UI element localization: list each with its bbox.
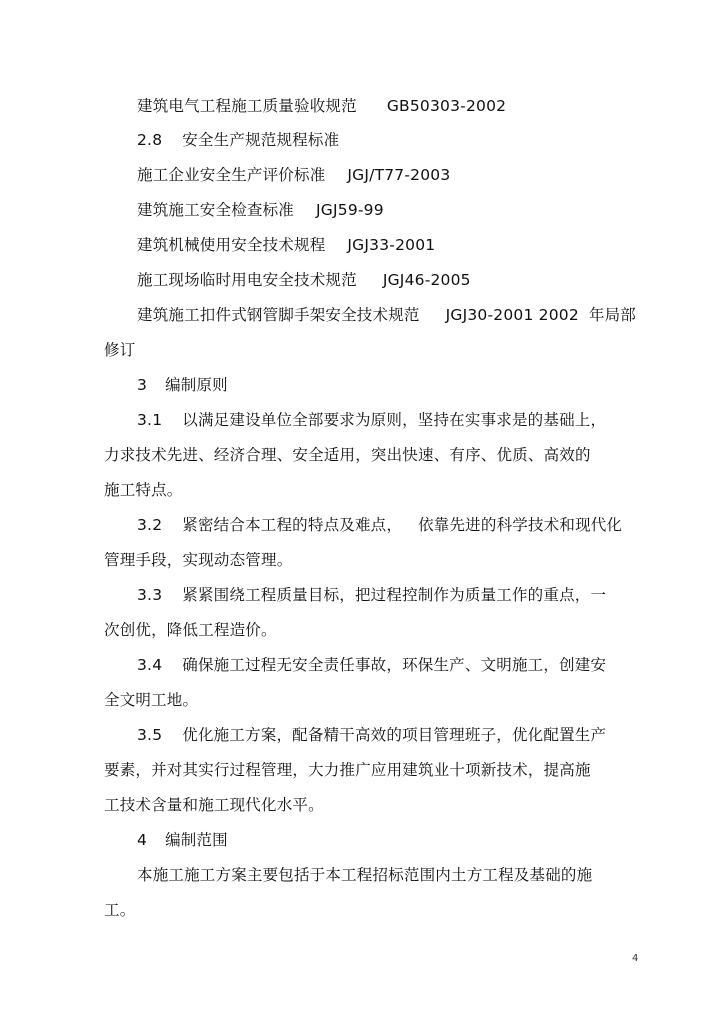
text-segment: 管理手段，实现动态管理。: [104, 551, 293, 569]
text-segment: 建筑机械使用安全技术规程: [137, 236, 326, 254]
text-segment: 工技术含量和施工现代化水平。: [104, 796, 324, 814]
text-segment: 施工特点。: [104, 481, 183, 499]
text-segment: JGJ/T77-2003: [347, 166, 451, 184]
text-line-4: [137, 200, 384, 220]
text-segment: 优化施工方案，配备精干高效的项目管理班子，优化配置生产: [182, 726, 607, 744]
text-line-17: [137, 655, 606, 675]
text-line-6: [137, 270, 471, 290]
text-segment: 本施工施工方案主要包括于本工程招标范围内土方工程及基础的施: [137, 866, 593, 884]
text-line-11: [104, 445, 591, 465]
item-number: 3.2: [137, 516, 163, 534]
text-line-10: [137, 410, 606, 430]
text-line-7: [137, 305, 636, 325]
text-line-21: [104, 795, 324, 815]
text-segment: 工。: [104, 901, 136, 919]
section-title: 编制原则: [165, 376, 228, 394]
item-number: 3.5: [137, 726, 163, 744]
item-number: 3.4: [137, 656, 163, 674]
text-segment: 依靠先进的科学技术和现代化: [418, 516, 623, 534]
text-line-3: [137, 165, 450, 185]
text-segment: 次创优，降低工程造价。: [104, 621, 277, 639]
text-line-20: [104, 760, 591, 780]
text-segment: JGJ30-2001 2002: [445, 306, 579, 324]
text-segment: 建筑施工扣件式钢管脚手架安全技术规范: [137, 306, 420, 324]
text-line-24: [104, 900, 135, 920]
text-segment: 年局部: [588, 306, 637, 324]
text-line-1: [137, 96, 506, 116]
text-line-16: [104, 620, 277, 640]
section-number: 4: [137, 831, 148, 849]
text-segment: GB50303-2002: [386, 97, 507, 115]
text-line-2: [137, 130, 339, 150]
item-number: 3.1: [137, 411, 163, 429]
section-heading-3: [137, 375, 228, 395]
text-line-14: [104, 550, 292, 570]
text-segment: 紧紧围绕工程质量目标，把过程控制作为质量工作的重点，一: [182, 586, 607, 604]
text-segment: 紧密结合本工程的特点及难点，: [182, 516, 403, 534]
text-line-15: [137, 585, 606, 605]
text-line-19: [137, 725, 606, 745]
text-line-23: [137, 865, 592, 885]
text-segment: JGJ33-2001: [347, 236, 436, 254]
section-number: 3: [137, 376, 148, 394]
text-segment: 建筑电气工程施工质量验收规范: [137, 97, 357, 115]
text-line-5: [137, 235, 435, 255]
text-segment: JGJ59-99: [316, 201, 384, 219]
text-segment: 2.8: [137, 131, 163, 149]
text-segment: 施工企业安全生产评价标准: [137, 166, 326, 184]
section-title: 编制范围: [165, 831, 228, 849]
text-segment: 要素，并对其实行过程管理，大力推广应用建筑业十项新技术，提高施: [104, 761, 591, 779]
text-segment: 全文明工地。: [104, 691, 199, 709]
text-line-8: [104, 340, 135, 360]
text-line-18: [104, 690, 198, 710]
text-segment: 修订: [104, 341, 136, 359]
text-line-13: [137, 515, 622, 535]
text-segment: JGJ46-2005: [382, 271, 471, 289]
text-segment: 力求技术先进、经济合理、安全适用，突出快速、有序、优质、高效的: [104, 446, 591, 464]
item-number: 3.3: [137, 586, 163, 604]
page-number: 4: [632, 953, 639, 964]
text-line-12: [104, 480, 183, 500]
text-segment: 以满足建设单位全部要求为原则，坚持在实事求是的基础上，: [182, 411, 607, 429]
section-heading-4: [137, 830, 228, 850]
text-segment: 确保施工过程无安全责任事故，环保生产、文明施工，创建安: [182, 656, 607, 674]
text-segment: 建筑施工安全检查标准: [137, 201, 295, 219]
text-segment: 施工现场临时用电安全技术规范: [137, 271, 357, 289]
text-segment: 安全生产规范规程标准: [182, 131, 340, 149]
